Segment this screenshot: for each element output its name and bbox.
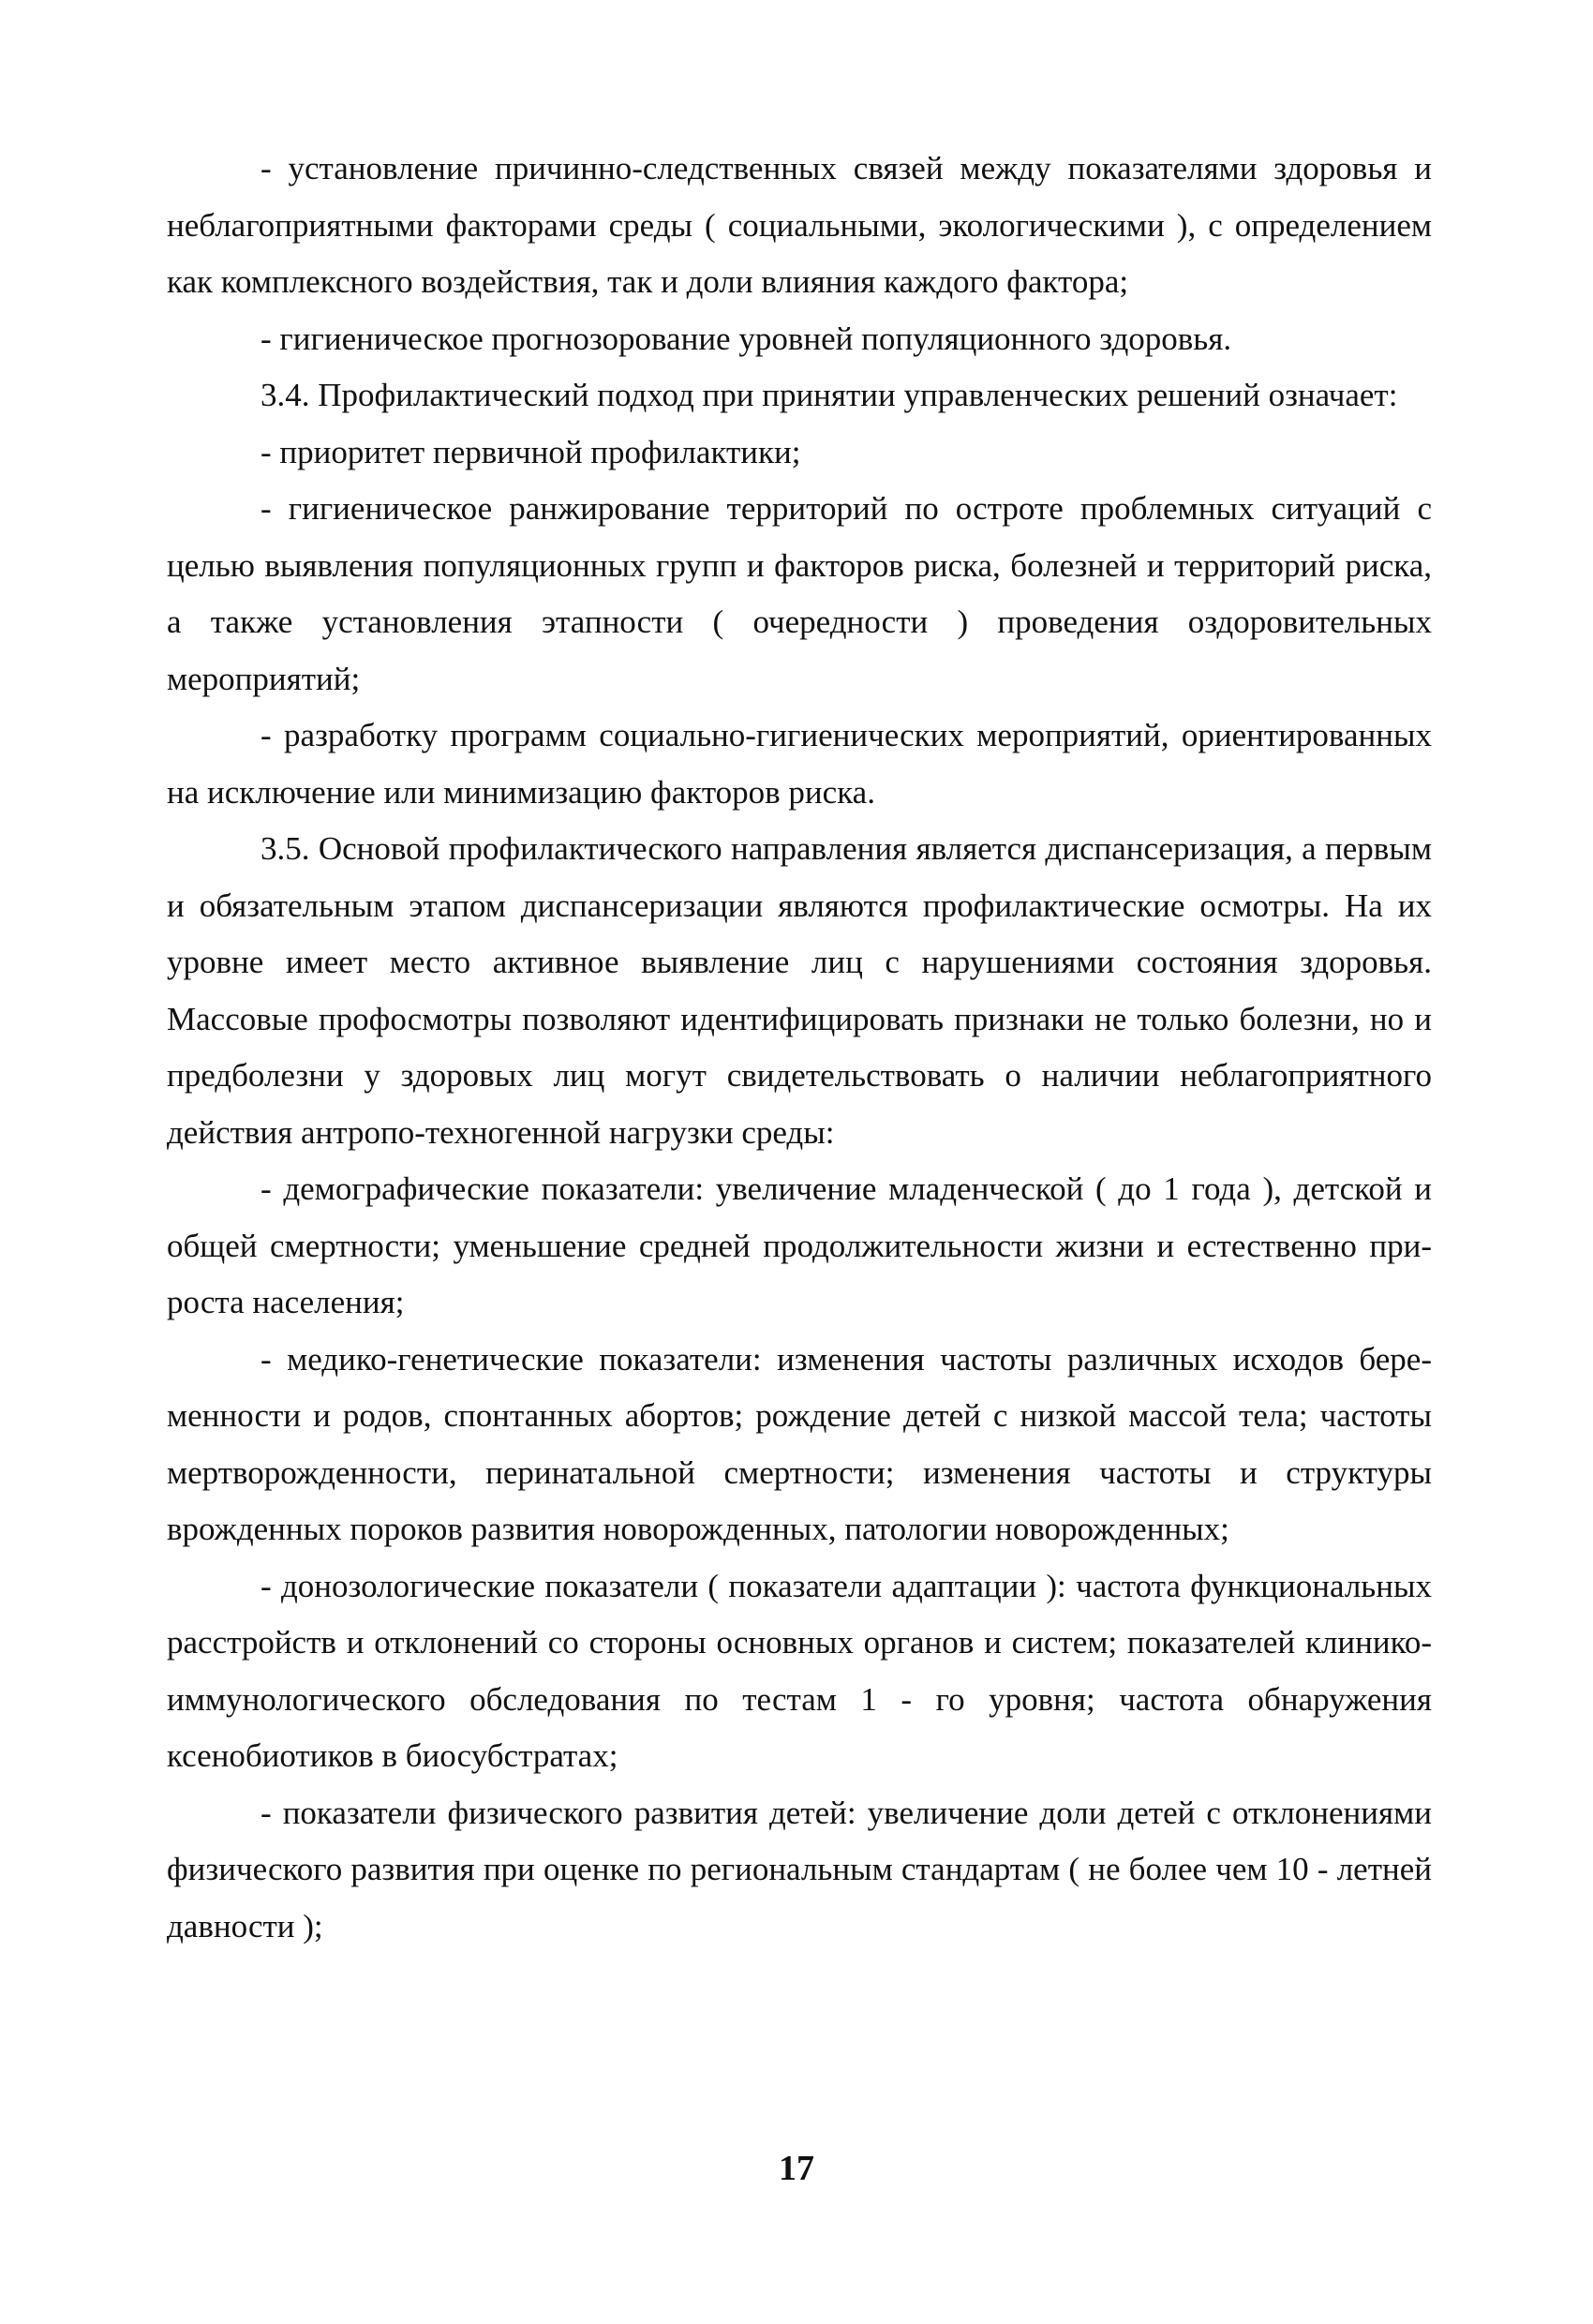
page-number: 17	[779, 2149, 814, 2188]
paragraph-program-development: - разработку программ социально-гигиенических мероприятий, ориентированных на исключение или минимизацию факторов риска.	[167, 717, 1432, 811]
paragraph-hygienic-forecasting: - гигиеническое прогнозорование уровней популяционного здоровья.	[261, 320, 1232, 357]
paragraph-causal-links: - установление причинно-следственных связей между показателями здоровья и неблагоприятными факторами среды ( социальными, экологическими ), с определением как комплексного воздействия, так и доли влияния каждого фактора;	[167, 150, 1432, 300]
paragraph-section-3-4: 3.4. Профилактический подход при принятии управленческих решений означает:	[261, 377, 1398, 413]
paragraph-primary-prevention: - приоритет первичной профилактики;	[261, 433, 801, 470]
paragraph-physical-development: - показатели физического развития детей: увеличение доли детей с отклонениями физического развития при оценке по региональным стандартам ( не более чем 10 - летней давности );	[167, 1794, 1432, 1944]
paragraph-territory-ranking: - гигиеническое ранжирование территорий по остроте проблемных ситуаций с целью выявления популяционных групп и факторов риска, болезней и территорий риска, а также установления этапности ( очередности ) проведения оздоровительных мероприятий;	[167, 490, 1432, 697]
page-body	[167, 141, 1432, 1955]
paragraph-demographic-indicators: - демографические показатели: увеличение младенческой ( до 1 года ), детской и общей смертности; уменьшение средней продолжительности жизни и естественно прироста населения;	[167, 1170, 1432, 1320]
paragraph-medical-genetic-indicators: - медико-генетические показатели: изменения частоты различных исходов беременности и родов, спонтанных абортов; рождение детей с низкой массой тела; частоты мертворожденности, перинатальной смертности; изменения частоты и структуры врожденных пороков развития новорожденных, патологии новорожденных;	[167, 1340, 1432, 1547]
paragraph-section-3-5: 3.5. Основой профилактического направления является диспансеризация, а первым и обязательным этапом диспансеризации являются профилактические осмотры. На их уровне имеет место активное выявление лиц с нарушениями состояния здоровья. Массовые профосмотры позволяют идентифицировать признаки не только болезни, но и предболезни у здоровых лиц могут свидетельствовать о наличии неблагоприятного действия антропо-техногенной нагрузки среды:	[167, 830, 1432, 1151]
paragraph-prenosological-indicators: - донозологические показатели ( показатели адаптации ): частота функциональных расстройств и отклонений со стороны основных органов и систем; показателей клинико-иммунологического обследования по тестам 1 - го уровня; частота обнаружения ксенобиотиков в биосубстратах;	[167, 1567, 1432, 1774]
